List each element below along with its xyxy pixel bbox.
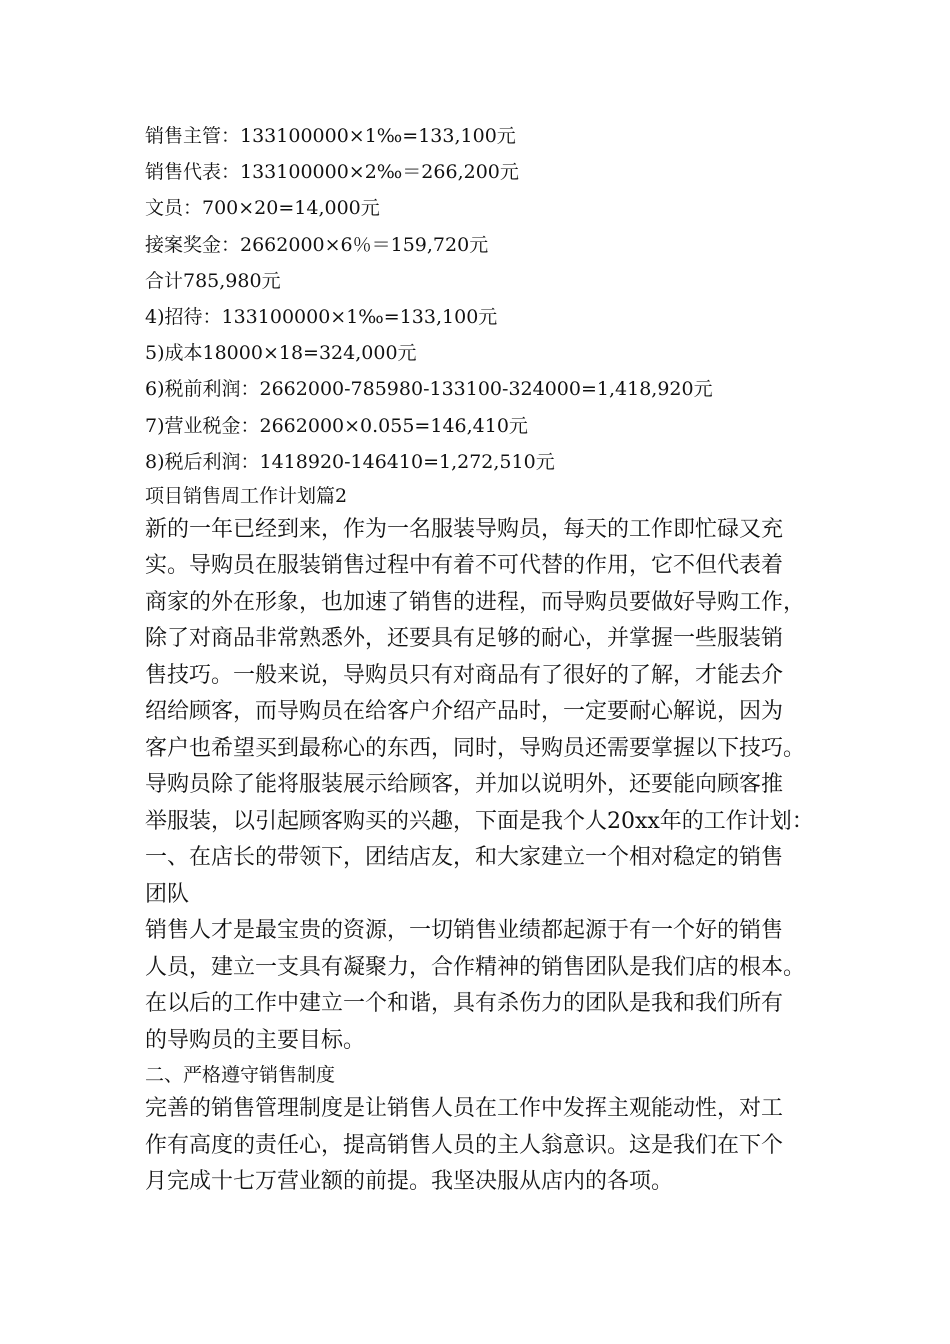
paragraph-line: 在以后的工作中建立一个和谐，具有杀伤力的团队是我和我们所有	[145, 991, 784, 1017]
section-title: 项目销售周工作计划篇2	[145, 484, 348, 507]
item-two-heading: 二、严格遵守销售制度	[145, 1064, 336, 1087]
paragraph-line: 新的一年已经到来，作为一名服装导购员，每天的工作即忙碌又充	[145, 516, 784, 542]
paragraph-line: 绍给顾客，而导购员在给客户介绍产品时，一定要耐心解说，因为	[145, 699, 784, 725]
calculation-list	[145, 118, 825, 480]
calc-line-cost: 5)成本18000×18=324,000元	[145, 342, 417, 365]
item-one-heading	[145, 840, 825, 913]
paragraph-line: 月完成十七万营业额的前提。我坚决服从店内的各项。	[145, 1169, 674, 1195]
paragraph-line: 举服装，以引起顾客购买的兴趣，下面是我个人20xx年的工作计划：	[145, 808, 814, 834]
item-two-paragraph	[145, 1091, 825, 1201]
calc-line-total: 合计785,980元	[145, 269, 281, 292]
document-body	[145, 118, 825, 1201]
paragraph-line: 实。导购员在服装销售过程中有着不可代替的作用，它不但代表着	[145, 553, 784, 579]
calc-line-sales-representative: 销售代表：133100000×2‰＝266,200元	[145, 161, 519, 184]
intro-paragraph	[145, 512, 825, 841]
paragraph-line: 除了对商品非常熟悉外，还要具有足够的耐心，并掌握一些服装销	[145, 626, 784, 652]
paragraph-line: 的导购员的主要目标。	[145, 1027, 366, 1053]
paragraph-line: 售技巧。一般来说，导购员只有对商品有了很好的了解，才能去介	[145, 662, 784, 688]
paragraph-line: 销售人才是最宝贵的资源，一切销售业绩都起源于有一个好的销售	[145, 918, 784, 944]
paragraph-line: 导购员除了能将服装展示给顾客，并加以说明外，还要能向顾客推	[145, 772, 784, 798]
heading-line: 团队	[145, 881, 190, 907]
calc-line-business-tax: 7)营业税金：2662000×0.055=146,410元	[145, 414, 528, 437]
heading-line: 一、在店长的带领下，团结店友，和大家建立一个相对稳定的销售	[145, 845, 784, 871]
calc-line-case-bonus: 接案奖金：2662000×6％＝159,720元	[145, 233, 489, 256]
calc-line-sales-supervisor: 销售主管：133100000×1‰=133,100元	[145, 125, 516, 147]
paragraph-line: 人员，建立一支具有凝聚力，合作精神的销售团队是我们店的根本。	[145, 954, 806, 980]
paragraph-line: 完善的销售管理制度是让销售人员在工作中发挥主观能动性，对工	[145, 1096, 784, 1122]
calc-line-clerk: 文员：700×20=14,000元	[145, 197, 380, 220]
paragraph-line: 商家的外在形象，也加速了销售的进程，而导购员要做好导购工作，	[145, 589, 806, 615]
paragraph-line: 作有高度的责任心，提高销售人员的主人翁意识。这是我们在下个	[145, 1132, 784, 1158]
calc-line-pretax-profit: 6)税前利润：2662000-785980-133100-324000=1,418,920元	[145, 378, 713, 401]
paragraph-line: 客户也希望买到最称心的东西，同时，导购员还需要掌握以下技巧。	[145, 735, 806, 761]
item-one-paragraph	[145, 913, 825, 1059]
calc-line-aftertax-profit: 8)税后利润：1418920-146410=1,272,510元	[145, 450, 555, 473]
calc-line-entertainment: 4)招待：133100000×1‰=133,100元	[145, 305, 498, 328]
